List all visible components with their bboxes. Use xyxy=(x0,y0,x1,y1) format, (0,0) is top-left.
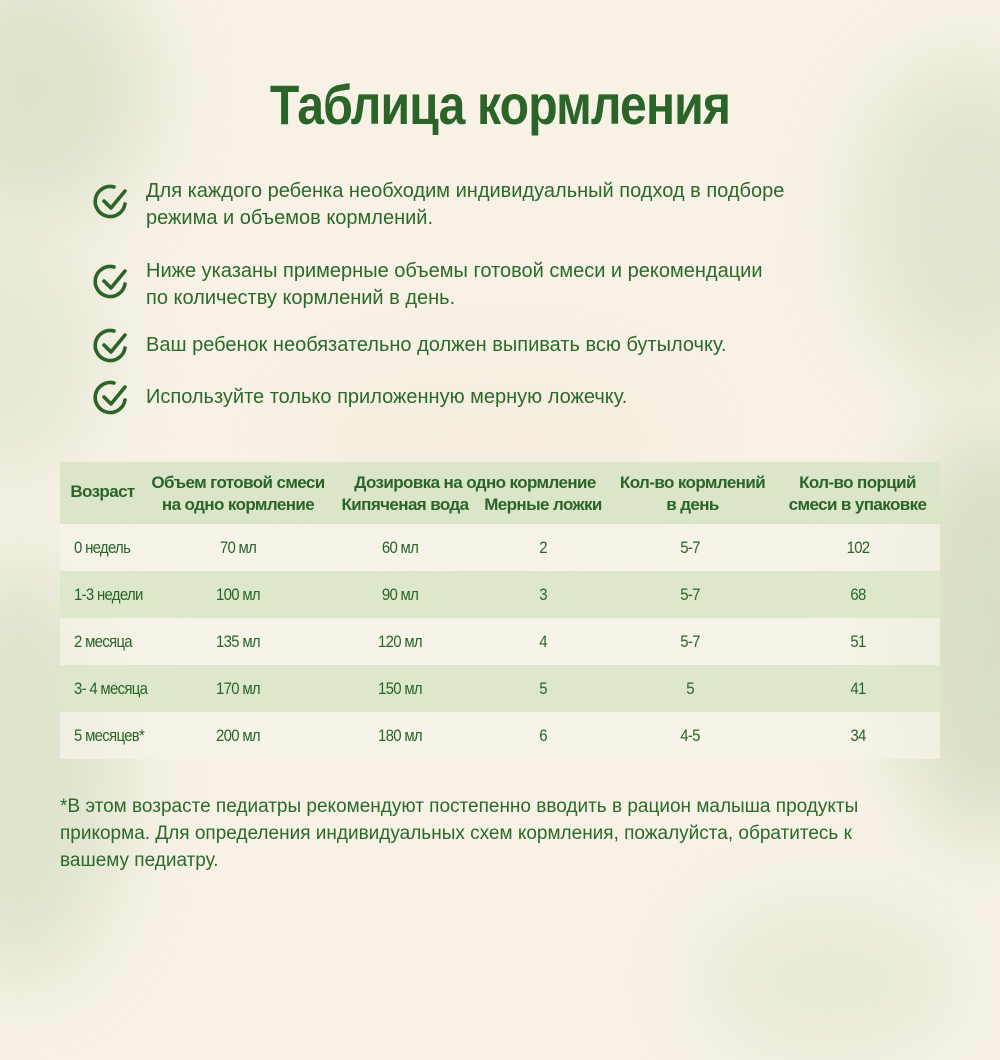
cell-spoons: 3 xyxy=(539,585,547,604)
cell-water: 90 мл xyxy=(381,585,419,604)
cell-age: 5 месяцев* xyxy=(74,726,145,745)
table-row xyxy=(60,618,940,665)
background-leaf-blur xyxy=(0,230,100,480)
header-water: Кипяченая вода xyxy=(341,495,469,514)
cell-age: 3- 4 месяца xyxy=(74,679,148,698)
footnote: *В этом возрасте педиатры рекомендуют постепенно вводить в рацион малыша продукты прикорма. Для определения индивидуальных схем кормления, пожалуйста, обратитесь к вашему педиатру. xyxy=(60,796,859,871)
header-spoons: Мерные ложки xyxy=(484,495,602,514)
check-icon xyxy=(92,182,132,222)
page-title: Таблица кормления xyxy=(269,73,731,136)
info-bullet xyxy=(92,384,627,418)
info-bullet xyxy=(92,178,784,232)
table-row xyxy=(60,665,940,712)
table-row xyxy=(60,712,940,759)
cell-spoons: 5 xyxy=(539,679,547,698)
cell-spoons: 6 xyxy=(539,726,547,745)
cell-age: 1-3 недели xyxy=(74,585,143,604)
cell-portions: 41 xyxy=(850,679,866,698)
bullet-text: Ниже указаны примерные объемы готовой смеси и рекомендации по количеству кормлений в день. xyxy=(146,260,763,309)
bullet-text: Для каждого ребенка необходим индивидуальный подход в подборе режима и объемов кормлений. xyxy=(146,180,785,229)
feeding-table xyxy=(60,462,940,759)
table-header xyxy=(60,462,940,524)
bullet-text: Ваш ребенок необязательно должен выпивать всю бутылочку. xyxy=(146,334,727,356)
cell-volume: 70 мл xyxy=(219,538,257,557)
table-row xyxy=(60,571,940,618)
cell-feedings: 5-7 xyxy=(680,538,700,557)
check-icon xyxy=(92,378,132,418)
cell-volume: 170 мл xyxy=(216,679,260,698)
cell-portions: 68 xyxy=(850,585,866,604)
background-leaf-blur xyxy=(700,900,960,1060)
header-age: Возраст xyxy=(70,482,135,501)
check-icon xyxy=(92,326,132,366)
header-volume: Объем готовой смеси на одно кормление xyxy=(151,473,325,514)
cell-water: 150 мл xyxy=(378,679,422,698)
cell-portions: 51 xyxy=(850,632,866,651)
cell-water: 120 мл xyxy=(378,632,422,651)
header-portions: Кол-во порций смеси в упаковке xyxy=(788,473,927,514)
cell-age: 2 месяца xyxy=(74,632,132,651)
cell-feedings: 5-7 xyxy=(680,632,700,651)
bullet-text: Используйте только приложенную мерную ложечку. xyxy=(146,386,628,408)
cell-water: 60 мл xyxy=(381,538,419,557)
cell-age: 0 недель xyxy=(74,538,131,557)
header-dosage-group: Дозировка на одно кормление xyxy=(354,473,596,492)
cell-volume: 135 мл xyxy=(216,632,260,651)
info-bullet xyxy=(92,332,727,366)
cell-water: 180 мл xyxy=(378,726,422,745)
cell-volume: 200 мл xyxy=(216,726,260,745)
check-icon xyxy=(92,262,132,302)
cell-volume: 100 мл xyxy=(216,585,260,604)
cell-spoons: 2 xyxy=(539,538,547,557)
info-bullet xyxy=(92,258,763,312)
cell-feedings: 4-5 xyxy=(680,726,700,745)
cell-feedings: 5 xyxy=(686,679,694,698)
cell-portions: 34 xyxy=(850,726,866,745)
cell-spoons: 4 xyxy=(539,632,547,651)
header-feedings: Кол-во кормлений в день xyxy=(619,473,766,514)
cell-portions: 102 xyxy=(846,538,870,557)
cell-feedings: 5-7 xyxy=(680,585,700,604)
table-row xyxy=(60,524,940,571)
